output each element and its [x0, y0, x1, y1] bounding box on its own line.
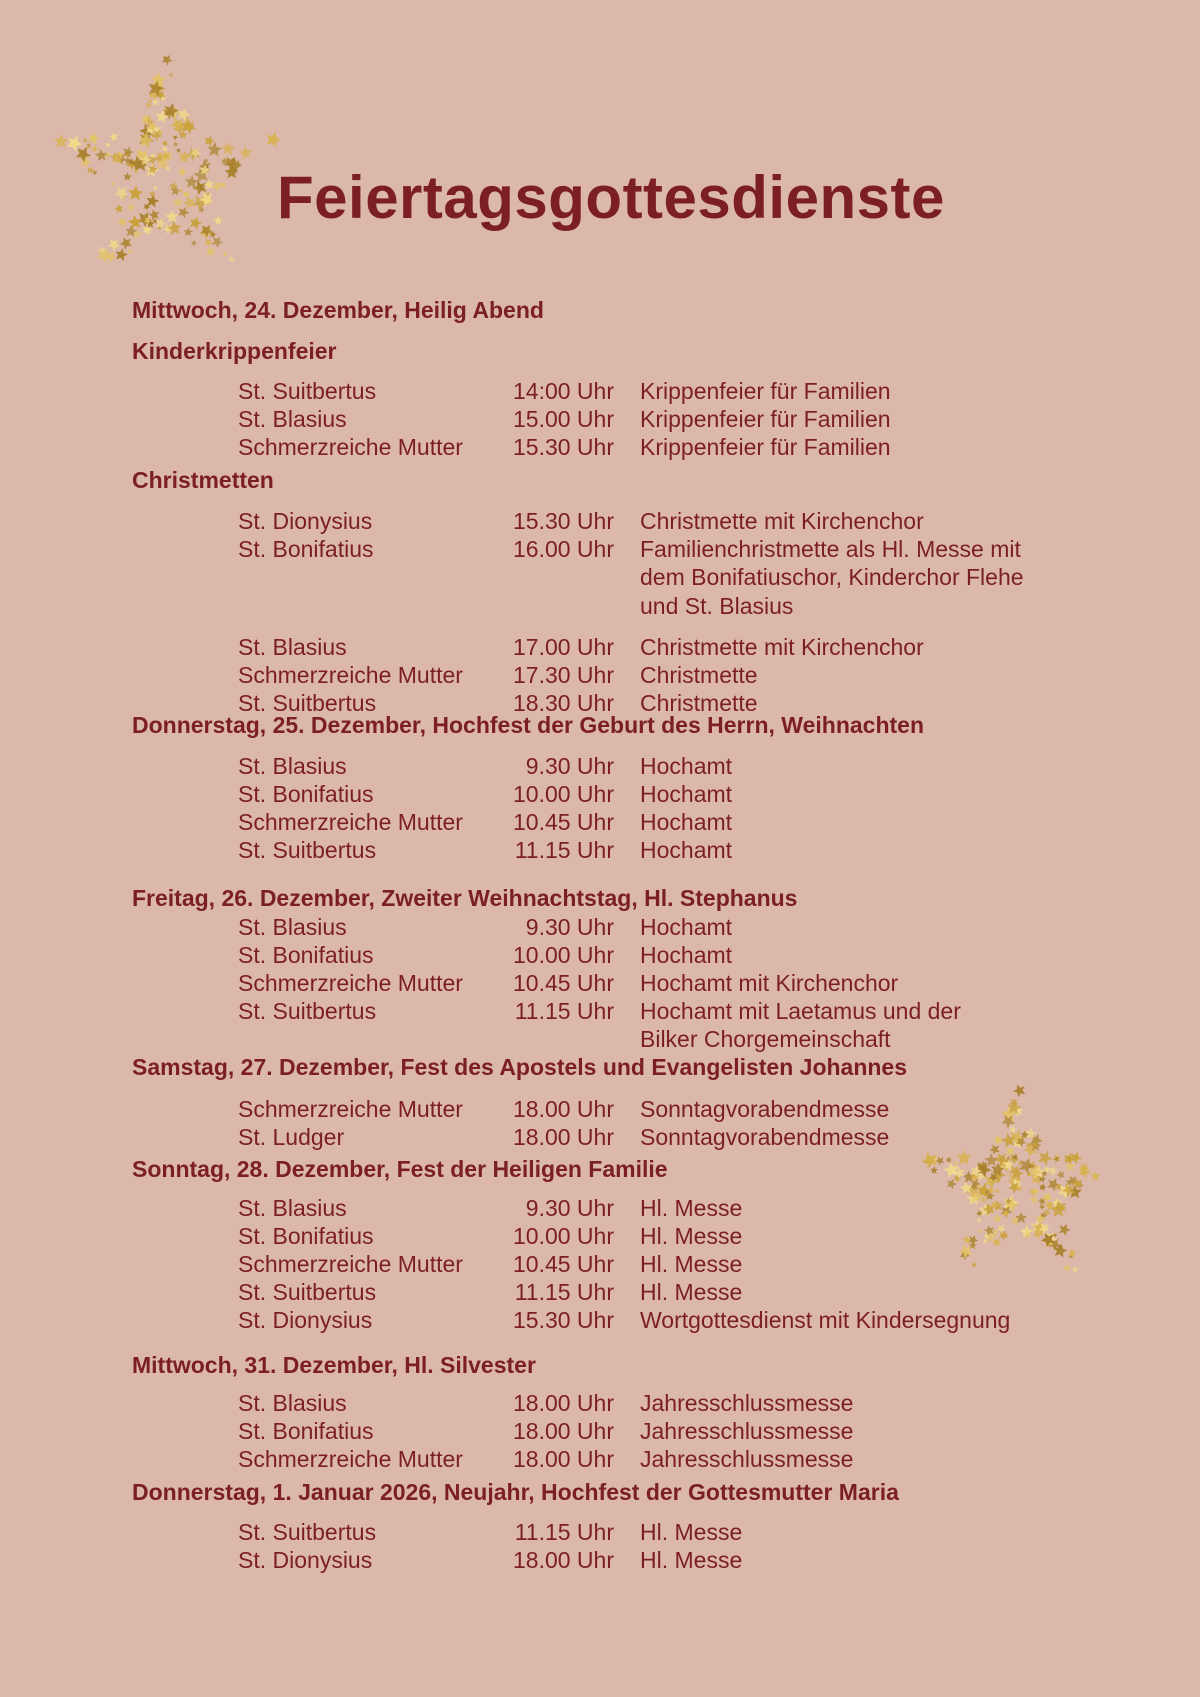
service-description: Christmette [640, 690, 758, 716]
church-name: St. Suitbertus [238, 1279, 377, 1305]
church-name: St. Bonifatius [238, 1223, 374, 1249]
church-name: Schmerzreiche Mutter [238, 809, 463, 835]
church-name: St. Dionysius [238, 1307, 373, 1333]
service-description: Hochamt mit Laetamus und der Bilker Chorgemeinschaft [640, 998, 961, 1053]
service-description: Hochamt [640, 781, 733, 807]
service-time: 9.30 Uhr [525, 914, 614, 940]
service-description: Hl. Messe [640, 1223, 743, 1249]
service-description: Hl. Messe [640, 1251, 743, 1277]
service-time: 18.00 Uhr [512, 1390, 614, 1416]
service-time: 11.15 Uhr [514, 998, 614, 1024]
section-heading: Mittwoch, 24. Dezember, Heilig Abend [132, 297, 544, 323]
service-time: 15.30 Uhr [512, 434, 614, 460]
service-description: Christmette [640, 662, 758, 688]
church-name: St. Blasius [238, 634, 347, 660]
service-description: Hl. Messe [640, 1547, 743, 1573]
church-name: St. Bonifatius [238, 1418, 374, 1444]
section-heading: Donnerstag, 25. Dezember, Hochfest der Geburt des Herrn, Weihnachten [132, 712, 924, 738]
church-name: St. Dionysius [238, 508, 373, 534]
church-name: Schmerzreiche Mutter [238, 1251, 463, 1277]
service-description: Hochamt [640, 837, 733, 863]
church-name: St. Bonifatius [238, 942, 374, 968]
service-time: 15.00 Uhr [512, 406, 614, 432]
service-description: Christmette mit Kirchenchor [640, 634, 924, 660]
service-description: Jahresschlussmesse [640, 1446, 854, 1472]
service-description: Hochamt [640, 914, 733, 940]
section-heading: Mittwoch, 31. Dezember, Hl. Silvester [132, 1352, 536, 1378]
service-description: Jahresschlussmesse [640, 1418, 854, 1444]
church-name: St. Dionysius [238, 1547, 373, 1573]
service-time: 11.15 Uhr [514, 1279, 614, 1305]
service-description: Hochamt [640, 809, 733, 835]
service-time: 9.30 Uhr [525, 753, 614, 779]
service-time: 18.00 Uhr [512, 1547, 614, 1573]
church-name: St. Ludger [238, 1124, 345, 1150]
service-time: 14:00 Uhr [512, 378, 614, 404]
service-description: Wortgottesdienst mit Kindersegnung [640, 1307, 1011, 1333]
section-heading: Kinderkrippenfeier [132, 338, 337, 364]
church-name: St. Blasius [238, 753, 347, 779]
church-name: St. Blasius [238, 1390, 347, 1416]
service-description: Hl. Messe [640, 1195, 743, 1221]
church-name: St. Blasius [238, 914, 347, 940]
service-description: Sonntagvorabendmesse [640, 1096, 890, 1122]
service-time: 15.30 Uhr [512, 1307, 614, 1333]
service-description: Krippenfeier für Familien [640, 406, 891, 432]
church-name: St. Suitbertus [238, 1519, 377, 1545]
service-description: Hl. Messe [640, 1519, 743, 1545]
church-name: St. Suitbertus [238, 378, 377, 404]
service-description: Krippenfeier für Familien [640, 378, 891, 404]
service-description: Hochamt [640, 753, 733, 779]
service-description: Hochamt mit Kirchenchor [640, 970, 899, 996]
section-heading: Sonntag, 28. Dezember, Fest der Heiligen Familie [132, 1156, 668, 1182]
service-time: 11.15 Uhr [514, 1519, 614, 1545]
church-name: Schmerzreiche Mutter [238, 1446, 463, 1472]
service-time: 17.30 Uhr [512, 662, 614, 688]
service-time: 15.30 Uhr [512, 508, 614, 534]
section-heading: Donnerstag, 1. Januar 2026, Neujahr, Hochfest der Gottesmutter Maria [132, 1479, 899, 1505]
church-name: St. Suitbertus [238, 690, 377, 716]
service-time: 18.00 Uhr [512, 1418, 614, 1444]
service-description: Hl. Messe [640, 1279, 743, 1305]
church-name: St. Blasius [238, 1195, 347, 1221]
service-time: 11.15 Uhr [514, 837, 614, 863]
service-time: 18.00 Uhr [512, 1096, 614, 1122]
church-name: St. Suitbertus [238, 998, 377, 1024]
church-name: St. Bonifatius [238, 536, 374, 562]
service-time: 17.00 Uhr [512, 634, 614, 660]
service-time: 18.30 Uhr [512, 690, 614, 716]
section-heading: Christmetten [132, 467, 274, 493]
service-description: Krippenfeier für Familien [640, 434, 891, 460]
service-time: 10.45 Uhr [512, 970, 614, 996]
service-time: 10.45 Uhr [512, 809, 614, 835]
service-time: 18.00 Uhr [512, 1124, 614, 1150]
section-heading: Freitag, 26. Dezember, Zweiter Weihnachtstag, Hl. Stephanus [132, 885, 798, 911]
church-name: Schmerzreiche Mutter [238, 434, 463, 460]
section-heading: Samstag, 27. Dezember, Fest des Apostels und Evangelisten Johannes [132, 1054, 908, 1080]
church-name: St. Blasius [238, 406, 347, 432]
service-time: 10.00 Uhr [512, 1223, 614, 1249]
page-title: Feiertagsgottesdienste [277, 164, 945, 231]
service-time: 9.30 Uhr [525, 1195, 614, 1221]
gold-star-icon [36, 42, 296, 286]
service-time: 10.45 Uhr [512, 1251, 614, 1277]
service-time: 10.00 Uhr [512, 942, 614, 968]
service-time: 18.00 Uhr [512, 1446, 614, 1472]
church-name: St. Bonifatius [238, 781, 374, 807]
service-description: Hochamt [640, 942, 733, 968]
church-name: Schmerzreiche Mutter [238, 1096, 463, 1122]
service-time: 16.00 Uhr [512, 536, 614, 562]
service-description: Christmette mit Kirchenchor [640, 508, 924, 534]
service-description: Jahresschlussmesse [640, 1390, 854, 1416]
service-description: Familienchristmette als Hl. Messe mit dem Bonifatiuschor, Kinderchor Flehe und St. Blasius [640, 536, 1024, 619]
church-name: Schmerzreiche Mutter [238, 970, 463, 996]
service-description: Sonntagvorabendmesse [640, 1124, 890, 1150]
church-name: St. Suitbertus [238, 837, 377, 863]
church-name: Schmerzreiche Mutter [238, 662, 463, 688]
service-time: 10.00 Uhr [512, 781, 614, 807]
